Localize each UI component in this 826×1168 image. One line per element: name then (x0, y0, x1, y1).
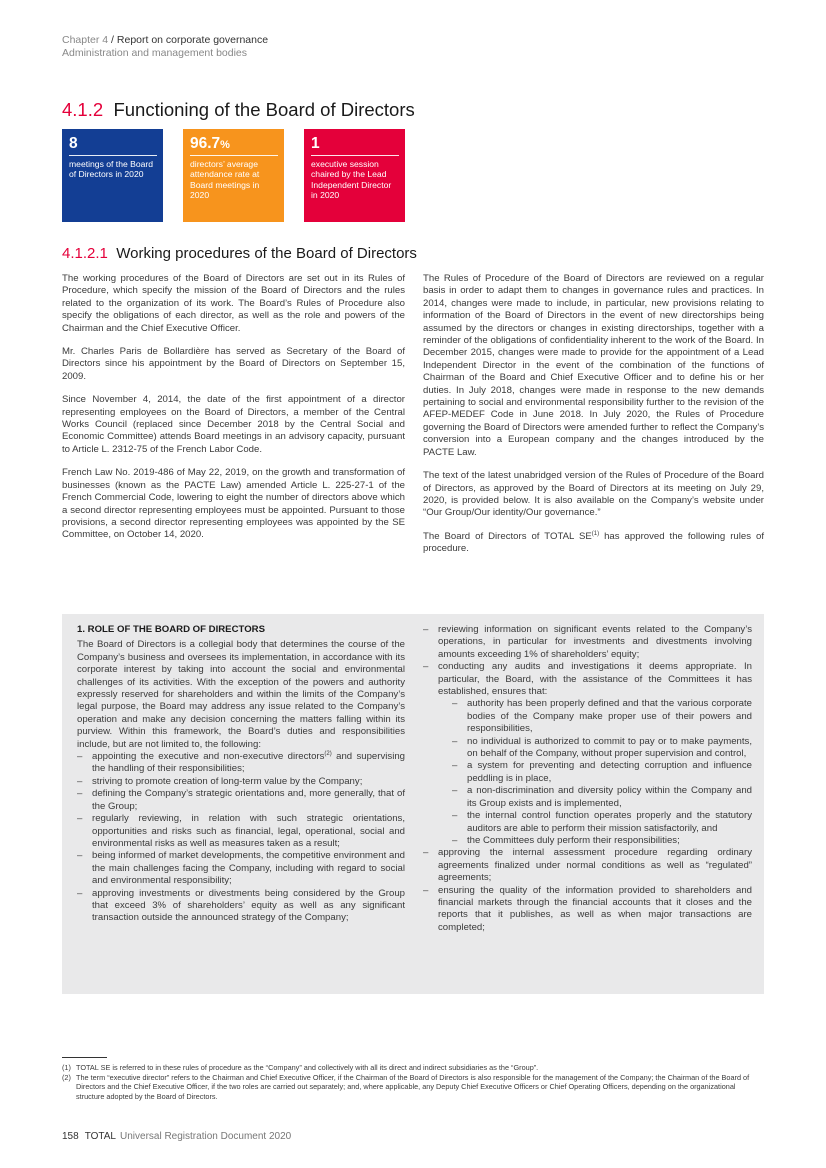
box-intro: The Board of Directors is a collegial body that determines the course of the Company’s business and oversees its implementation, in accordance with its corporate interest by taking into account the social and environmental challenges of its activities. With the exception of the powers and authority expressly reserved for shareholders and within the limits of the Company’s legal purpose, the Board may address any issue related to the Company’s operation and make any decision concerning the matters falling within its purview. Within this framework, the Board’s duties and responsibilities include, but are not limited to, the following: (77, 639, 405, 750)
list-item: – conducting any audits and investigations it deems appropriate. In particular, the Board, with the assistance of the Committees it has established, ensures that: – authority has been properly defined and that the various corporate bodies of the Company make proper use of their powers and responsibilities, – no individual is authorized to commit to pay or to make payments, on behalf of the Company, without proper supervision and control, – a system for preventing and detecting corruption and influence peddling is in place, – a non-discrimination and diversity policy within the Company and its Group exists and is implemented, – the internal control function operates properly and the statutory auditors are able to perform their mission satisfactorily, and – the Committees duly perform their responsibilities; (423, 661, 752, 847)
list-item: – reviewing information on significant events related to the Company’s operations, in particular for investments and divestments involving amounts exceeding 1% of shareholders’ equity; (423, 624, 752, 661)
sub-list-item: – the Committees duly perform their responsibilities; (452, 835, 752, 847)
paragraph: Mr. Charles Paris de Bollardière has served as Secretary of the Board of Directors since his appointment by the Board of Directors on September 15, 2009. (62, 346, 405, 382)
paragraph: The Board of Directors of TOTAL SE$^{(1)}$ has approved the following rules of procedure. (423, 530, 764, 555)
duties-list-continued (423, 624, 752, 934)
sub-list-item: – a non-discrimination and diversity policy within the Company and its Group exists and is implemented, (452, 785, 752, 810)
footer-brand: TOTAL (84, 1131, 116, 1142)
kpi-board-meetings: 8 meetings of the Board of Directors in 2020 (62, 129, 163, 222)
subsection-title: 4.1.2.1 Working procedures of the Board of Directors (62, 245, 417, 262)
footnote-ref: (2) (324, 750, 332, 757)
paragraph: French Law No. 2019-486 of May 22, 2019, on the growth and transformation of businesses (known as the PACTE Law) amended Article L. 225-27-1 of the French Commercial Code, lowering to eight the number of directors above which a second director representing employees must be appointed. Pursuant to those provisions, a second director representing employees was appointed by the SE Committee, on October 14, 2020. (62, 467, 405, 541)
list-item: – appointing the executive and non-executive directors$^{(2)}$ and supervising the handling of their responsibilities; (77, 751, 405, 776)
section-title: 4.1.2 Functioning of the Board of Directors (62, 99, 415, 120)
paragraph: The text of the latest unabridged version of the Rules of Procedure of the Board of Directors, as approved by the Board of Directors at its meeting on July 29, 2020, is provided below. It is also available on the Company’s website under “Our Group/Our identity/Our governance.” (423, 470, 764, 519)
footnote-1: (1) TOTAL SE is referred to in these rules of procedure as the “Company” and collectively with all its direct and indirect subsidiaries as the “Group”. (62, 1063, 539, 1072)
sub-list-item: – no individual is authorized to commit to pay or to make payments, on behalf of the Company, without proper supervision and control, (452, 736, 752, 761)
list-item: – defining the Company’s strategic orientations and, more generally, that of the Group; (77, 788, 405, 813)
list-item: – ensuring the quality of the information provided to shareholders and financial markets through the financial accounts that it closes and the reports that it publishes, as well as when major transactions are completed; (423, 885, 752, 935)
list-item: – being informed of market developments, the competitive environment and the main challenges facing the Company, including with regard to social and environmental responsibility; (77, 850, 405, 887)
rules-box-right-column (423, 624, 752, 934)
list-item: – striving to promote creation of long-term value by the Company; (77, 776, 405, 788)
duties-list (77, 751, 405, 925)
footer-document-title: Universal Registration Document 2020 (120, 1131, 292, 1142)
section-number: 4.1.2 (62, 99, 104, 120)
list-item: – regularly reviewing, in relation with such strategic orientations, opportunities and risks such as financial, legal, operational, social and environmental risks as well as measures taken as a result; (77, 813, 405, 850)
paragraph: The working procedures of the Board of Directors are set out in its Rules of Procedure, which specify the mission of the Board of Directors and the rules related to the organization of its work. The Board’s Rules of Procedure also specify the obligations of each director, as well as the role and powers of the Chairman and the Chief Executive Officer. (62, 273, 405, 334)
page-number: 158 (62, 1131, 79, 1142)
sub-list-item: – a system for preventing and detecting corruption and influence peddling is in place, (452, 760, 752, 785)
footnote-ref: (1) (591, 530, 600, 537)
rules-box-left-column (77, 624, 405, 925)
running-header-subtitle: Administration and management bodies (62, 47, 248, 59)
list-item: – approving investments or divestments being considered by the Group that exceed 3% of shareholders’ equity as well as any significant transaction outside the announced strategy of the Company; (77, 888, 405, 925)
kpi-attendance-rate: 96.7% directors’ average attendance rate at Board meetings in 2020 (183, 129, 284, 222)
left-column (62, 273, 405, 553)
list-item: – approving the internal assessment procedure regarding ordinary agreements finalized under normal conditions as well as “regulated” agreements; (423, 847, 752, 884)
subsection-number: 4.1.2.1 (62, 245, 108, 262)
box-heading: 1. ROLE OF THE BOARD OF DIRECTORS (77, 624, 265, 635)
page-footer (62, 1131, 291, 1142)
running-header-chapter: Chapter 4 / Report on corporate governance (62, 34, 269, 46)
kpi-executive-session: 1 executive session chaired by the Lead Independent Director in 2020 (304, 129, 405, 222)
sub-list-item: – the internal control function operates properly and the statutory auditors are able to perform their mission satisfactorily, and (452, 810, 752, 835)
footnote-divider (62, 1057, 107, 1058)
sub-list (452, 698, 752, 847)
right-column (423, 273, 764, 567)
paragraph: The Rules of Procedure of the Board of Directors are reviewed on a regular basis in order to adapt them to changes in governance rules and practices. In 2014, changes were made to include, in particular, new provisions relating to information of the Board of Directors in the event of new directorships being assumed by the directors or changes in existing directorships, together with a reminder of the obligations of confidentiality inherent to the work of the Board. In December 2015, changes were made to provide for the appointment of a Lead Independent Director in the event of the combination of the functions of Chairman of the Board and Chief Executive Officer and to define his or her duties. In July 2018, changes were made in response to the new demands pertaining to social and environmental responsibility further to the revision of the AFEP-MEDEF Code in June 2018. In July 2020, the Rules of Procedure governing the Board of Directors were amended further to reflect the Company’s conversion into a European company and the changes introduced by the PACTE Law. (423, 273, 764, 458)
sub-list-item: – authority has been properly defined and that the various corporate bodies of the Company make proper use of their powers and responsibilities, (452, 698, 752, 735)
footnote-2: (2) The term “executive director” refers to the Chairman and Chief Executive Officer, if the Chairman of the Board of Directors is also responsible for the management of the Company; the Chairman of the Board of Directors and the Chief Executive Officer, if the two roles are carried out separately; and, where applicable, any Deputy Chief Executive Officers or Chief Operating Officers, depending on the organizational structure adopted by the Board of Directors. (62, 1073, 750, 1101)
paragraph: Since November 4, 2014, the date of the first appointment of a director representing employees on the Board of Directors, a member of the Central Works Council (replaced since December 2018 by the Central Social and Economic Committee) attends Board meetings in an advisory capacity, pursuant to Article L. 2312-75 of the French Labor Code. (62, 394, 405, 455)
